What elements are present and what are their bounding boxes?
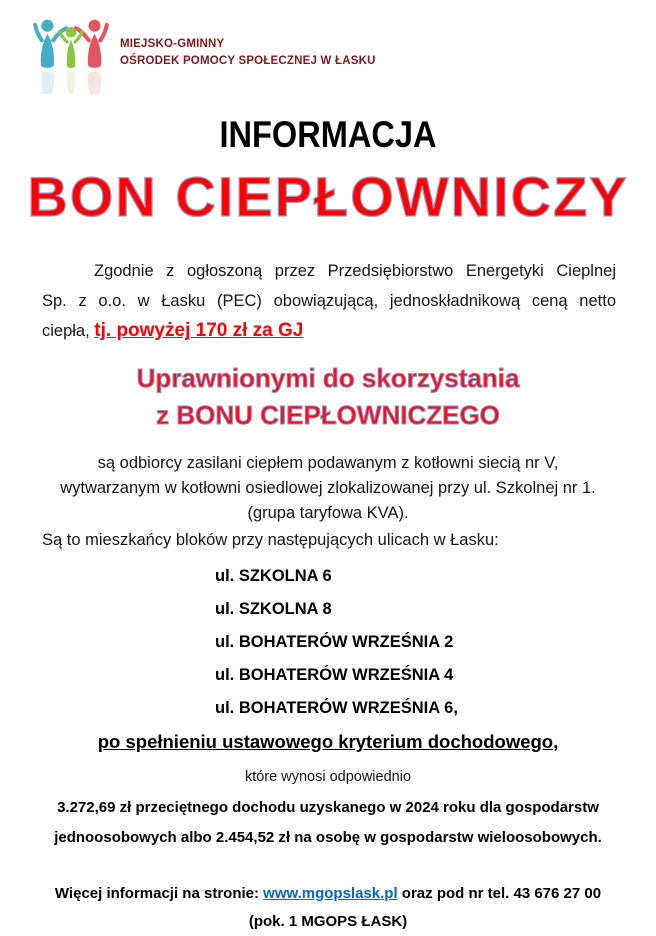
street-item: ul. SZKOLNA 8	[215, 600, 332, 618]
eligibility-text-line2: wytwarzanym w kotłowni osiedlowej zlokalizowanej przy ul. Szkolnej nr 1.	[60, 479, 596, 497]
intro-line1: Zgodnie z ogłoszoną przez Przedsiębiorstwo Energetyki Cieplnej	[94, 262, 616, 280]
footer-room: (pok. 1 MGOPS ŁASK)	[248, 913, 408, 930]
header	[30, 16, 376, 94]
website-link[interactable]: www.mgopslask.pl	[263, 885, 398, 902]
footer-contact-suffix: oraz pod nr tel. 43 676 27 00	[397, 885, 602, 902]
organization-name-line1: MIEJSKO-GMINNY	[120, 38, 225, 50]
intro-line3-prefix: ciepła,	[42, 322, 95, 340]
residents-intro: Są to mieszkańcy bloków przy następujących ulicach w Łasku:	[42, 531, 499, 549]
income-amounts-line1: 3.272,69 zł przeciętnego dochodu uzyskanego w 2024 roku dla gospodarstw	[57, 799, 599, 816]
eligibility-text-line1: są odbiorcy zasilani ciepłem podawanym z kotłowni siecią nr V,	[97, 454, 559, 472]
street-item: ul. BOHATERÓW WRZEŚNIA 4	[215, 666, 454, 684]
footer-contact	[0, 885, 656, 902]
eligibility-text	[30, 451, 626, 526]
main-title: BON CIEPŁOWNICZY	[27, 165, 629, 228]
price-threshold-highlight: tj. powyżej 170 zł za GJ	[94, 320, 304, 341]
street-item: ul. BOHATERÓW WRZEŚNIA 6,	[215, 699, 458, 717]
street-list	[215, 560, 458, 725]
eligibility-heading-line2: z BONU CIEPŁOWNICZEGO	[156, 400, 500, 430]
organization-name-line2: OŚRODEK POMOCY SPOŁECZNEJ W ŁASKU	[120, 54, 376, 67]
eligibility-text-line3: (grupa taryfowa KVA).	[247, 504, 409, 522]
eligibility-heading-line1: Uprawnionymi do skorzystania	[136, 363, 520, 393]
income-criteria-sub: które wynosi odpowiednio	[244, 769, 412, 785]
page-title: INFORMACJA	[219, 114, 437, 155]
income-amounts-line2: jednoosobowych albo 2.454,52 zł na osobę w gospodarstw wieloosobowych.	[54, 829, 602, 846]
intro-line2: Sp. z o.o. w Łasku (PEC) obowiązującą, jednoskładnikową ceną netto	[42, 292, 616, 310]
people-logo-icon	[30, 16, 112, 94]
income-criteria-heading: po spełnieniu ustawowego kryterium dochodowego,	[97, 731, 559, 752]
intro-paragraph	[42, 256, 616, 346]
street-item: ul. BOHATERÓW WRZEŚNIA 2	[215, 633, 454, 651]
organization-name	[120, 36, 376, 69]
eligibility-heading	[0, 360, 656, 434]
footer-contact-prefix: Więcej informacji na stronie:	[54, 885, 264, 902]
intro-line3	[42, 316, 616, 346]
street-item: ul. SZKOLNA 6	[215, 567, 332, 585]
